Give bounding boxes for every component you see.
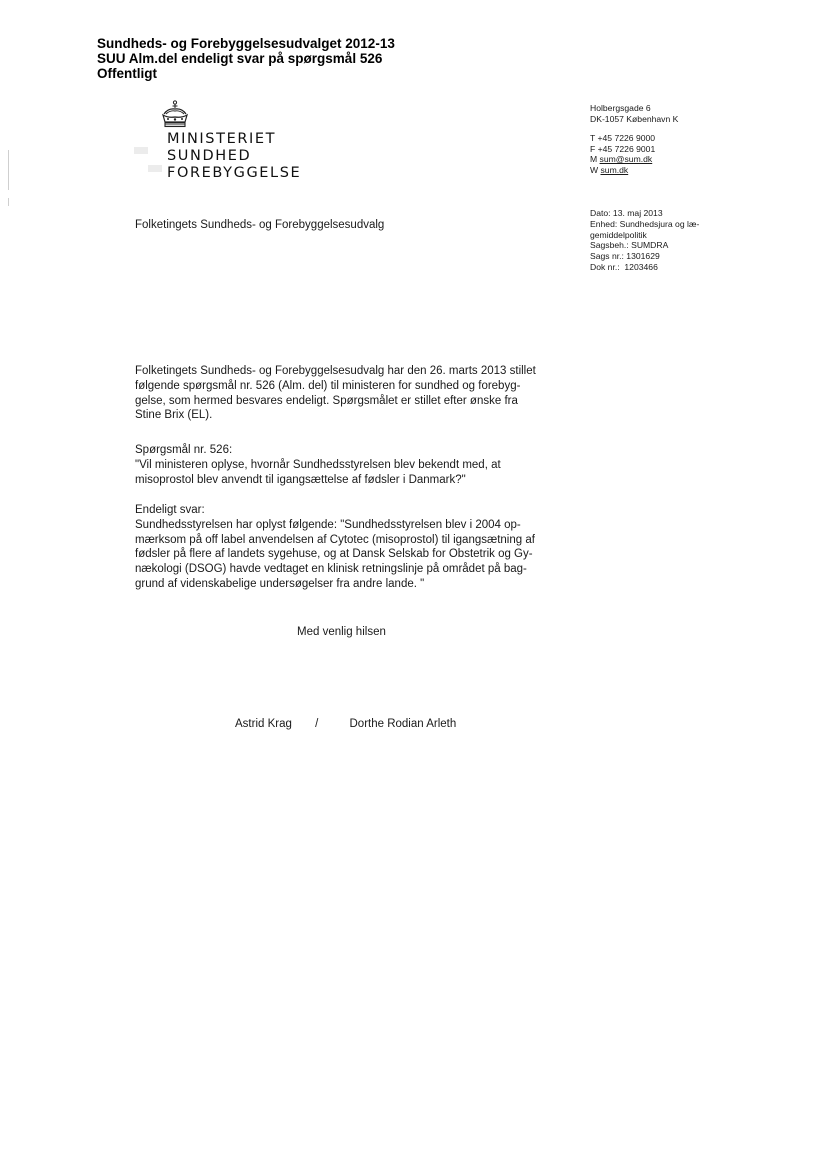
web-prefix: W (590, 164, 601, 175)
email-line (590, 154, 678, 165)
intro-paragraph (135, 364, 565, 423)
web-line (590, 165, 678, 176)
answer-line: grund af videnskabelige undersøgelser fra andre lande. " (135, 577, 425, 590)
logo-shade (134, 147, 148, 154)
city-address: DK-1057 København K (590, 113, 679, 124)
caseworker: Sagsbeh.: SUMDRA (590, 240, 669, 251)
committee-title: Sundheds- og Forebyggelsesudvalget 2012-13 (97, 36, 395, 51)
web-link[interactable]: sum.dk (600, 164, 629, 175)
signatures (235, 718, 456, 730)
question-line: misoprostol blev anvendt til igangsættelse af fødsler i Danmark?" (135, 473, 466, 486)
answer-heading: Endeligt svar: (135, 504, 205, 516)
intro-line: Folketingets Sundheds- og Forebyggelsesudvalg har den 26. marts 2013 stillet (135, 365, 536, 377)
unit-line-2: gemiddelpolitik (590, 229, 647, 240)
email-link[interactable]: sum@sum.dk (599, 154, 653, 165)
answer-line: Sundhedsstyrelsen har oplyst følgende: "Sundhedsstyrelsen blev i 2004 op- (135, 518, 521, 531)
signature-official: Dorthe Rodian Arleth (349, 718, 457, 730)
question-heading: Spørgsmål nr. 526: (135, 444, 233, 456)
document-number: Dok nr.: 1203466 (590, 261, 658, 272)
contact-block (590, 103, 678, 176)
fax-number: F +45 7226 9001 (590, 143, 656, 154)
unit-line-1: Enhed: Sundhedsjura og læ- (590, 218, 700, 229)
logo-shade (148, 165, 162, 172)
case-number: Sags nr.: 1301629 (590, 251, 660, 262)
phone-number: T +45 7226 9000 (590, 133, 656, 144)
answer-section (135, 503, 565, 592)
answer-line: mærksom på off label anvendelsen af Cytotec (misoprostol) til igangsætning af (135, 533, 535, 546)
ministry-logo (167, 131, 301, 182)
intro-line: Stine Brix (EL). (135, 409, 213, 422)
question-line: "Vil ministeren oplyse, hvornår Sundhedsstyrelsen blev bekendt med, at (135, 458, 501, 471)
signature-minister: Astrid Krag (235, 718, 292, 730)
intro-line: gelse, som hermed besvares endeligt. Spørgsmålet er stillet efter ønske fra (135, 394, 518, 407)
intro-line: følgende spørgsmål nr. 526 (Alm. del) til ministeren for sundhed og forebyg- (135, 379, 521, 392)
signature-separator: / (315, 718, 319, 730)
document-metadata (590, 208, 699, 273)
logo-line-sundhed: SUNDHED (167, 148, 252, 164)
logo-line-forebyggelse: FOREBYGGELSE (167, 165, 302, 181)
street-address: Holbergsgade 6 (590, 103, 651, 113)
public-status: Offentligt (97, 66, 157, 81)
date: Dato: 13. maj 2013 (590, 208, 663, 218)
scan-artifact (8, 150, 9, 190)
closing-greeting: Med venlig hilsen (297, 626, 386, 638)
question-section (135, 443, 565, 487)
logo-line-ministeriet: MINISTERIET (167, 131, 277, 147)
recipient: Folketingets Sundheds- og Forebyggelsesudvalg (135, 219, 385, 231)
answer-line: fødsler på flere af landets sygehuse, og at Dansk Selskab for Obstetrik og Gy- (135, 548, 533, 561)
document-header (97, 36, 395, 81)
document-reference: SUU Alm.del endeligt svar på spørgsmål 526 (97, 51, 383, 66)
scan-artifact (8, 198, 9, 206)
email-prefix: M (590, 154, 600, 165)
crown-icon (160, 100, 190, 130)
answer-line: nækologi (DSOG) havde vedtaget en klinisk retningslinje på området på bag- (135, 563, 527, 576)
